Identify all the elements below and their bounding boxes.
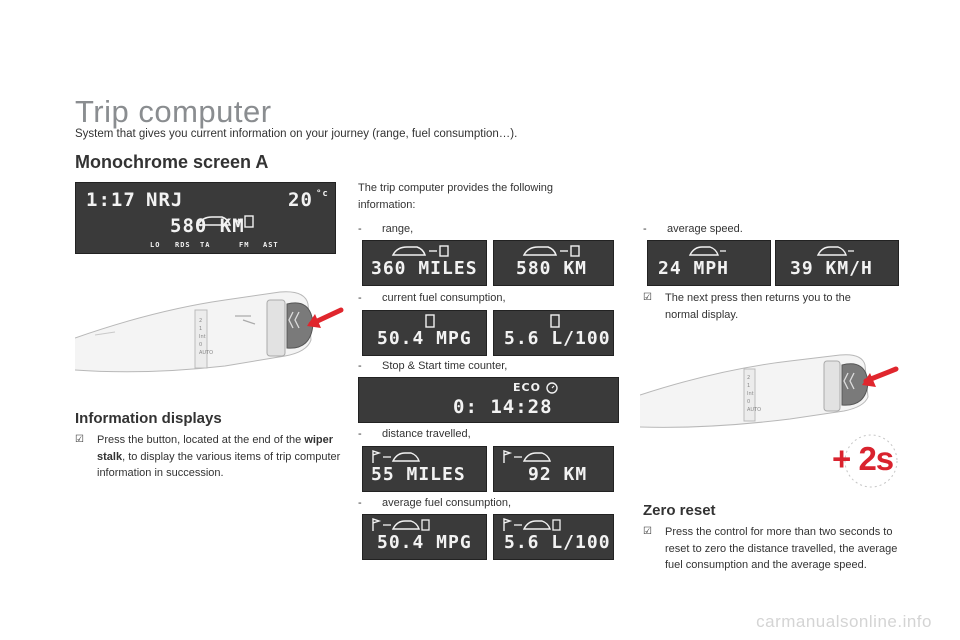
section-heading-monochrome: Monochrome screen A — [75, 152, 269, 172]
dash-marker: - — [358, 428, 362, 440]
info-displays-text-prefix: Press the button, located at the end of the — [97, 434, 305, 446]
section-heading-information-displays: Information displays — [75, 410, 222, 427]
distance-km-value: 92 KM — [528, 464, 588, 485]
svg-text:1: 1 — [199, 326, 203, 332]
item-distance-text: distance travelled, — [382, 428, 471, 440]
item-current-fuel-text: current fuel consumption, — [382, 292, 506, 304]
trip-intro: The trip computer provides the following information: — [358, 182, 554, 211]
range-screen-km — [493, 240, 614, 286]
watermark: carmanualsonline.info — [756, 612, 932, 631]
item-stop-start-label — [358, 360, 507, 372]
wiper-stalk-keyword: wiper stalk — [97, 434, 334, 463]
current-fuel-screen-l100 — [493, 310, 614, 356]
stop-start-screen — [358, 377, 619, 423]
zero-reset-text: Press the control for more than two seconds to reset to zero the distance travelled, the average fuel consumption and the average speed. — [665, 526, 898, 571]
item-average-fuel-text: average fuel consumption, — [382, 497, 512, 509]
car-range-icon — [522, 244, 582, 258]
item-range-label — [358, 223, 413, 235]
dash-marker: - — [358, 497, 362, 509]
page-title: Trip computer — [75, 94, 272, 129]
item-average-fuel-label — [358, 497, 511, 509]
section-heading-zero-reset: Zero reset — [643, 502, 716, 519]
average-fuel-screen-mpg — [362, 514, 487, 560]
distance-miles-value: 55 MILES — [371, 464, 466, 485]
svg-text:AUTO: AUTO — [199, 350, 214, 356]
svg-text:Int: Int — [199, 334, 206, 340]
zero-reset-bullet — [643, 524, 915, 574]
screen-a-range: 580 KM — [170, 215, 245, 237]
average-speed-mph-value: 24 MPH — [658, 258, 730, 279]
distance-screen-miles — [362, 446, 487, 492]
current-fuel-mpg-value: 50.4 MPG — [377, 328, 472, 349]
current-fuel-l100-value: 5.6 L/100 — [504, 328, 611, 349]
dash-marker: - — [358, 292, 362, 304]
svg-text:0: 0 — [747, 399, 751, 405]
item-distance-label — [358, 428, 471, 440]
distance-fuel-icon — [371, 518, 431, 532]
plus-two-seconds-badge: + 2s — [832, 440, 894, 477]
item-average-speed-text: average speed. — [667, 223, 743, 235]
wiper-stalk-illustration-right — [640, 345, 905, 440]
average-fuel-screen-l100 — [493, 514, 614, 560]
range-km-value: 580 KM — [516, 258, 588, 279]
info-displays-bullet — [75, 432, 359, 482]
screen-a-label-rds: RDS — [175, 241, 191, 249]
dash-marker: - — [643, 223, 647, 235]
info-displays-text-suffix: , to display the various items of trip computer information in succession. — [97, 450, 341, 479]
average-speed-screen-kmh — [775, 240, 899, 286]
screen-a-temp-unit: °c — [316, 189, 329, 199]
item-range-text: range, — [382, 223, 414, 235]
item-current-fuel-label — [358, 292, 506, 304]
average-speed-screen-mph — [647, 240, 771, 286]
stopwatch-icon — [545, 380, 559, 394]
svg-text:1: 1 — [747, 383, 751, 389]
fuel-pump-icon — [550, 314, 562, 328]
next-press-text: The next press then returns you to the normal display. — [665, 292, 851, 321]
checkbox-bullet-icon: ☑ — [75, 434, 84, 445]
average-fuel-l100-value: 5.6 L/100 — [504, 532, 611, 553]
page-subtitle: System that gives you current information on your journey (range, fuel consumption…). — [75, 128, 518, 140]
screen-a-label-fm: FM — [239, 241, 250, 249]
screen-a-temp: 20 — [288, 189, 313, 211]
svg-text:0: 0 — [199, 342, 203, 348]
item-average-speed-label — [643, 223, 743, 235]
car-speed-icon — [688, 244, 728, 258]
dash-marker: - — [358, 360, 362, 372]
screen-a-label-ast: AST — [263, 241, 279, 249]
distance-screen-km — [493, 446, 614, 492]
svg-text:Int: Int — [747, 391, 754, 397]
screen-a-time: 1:17 — [86, 189, 136, 211]
distance-flag-car-icon — [371, 450, 421, 464]
car-speed-icon — [816, 244, 856, 258]
car-range-icon — [391, 244, 451, 258]
screen-a-label-lo: LO — [150, 241, 161, 249]
stop-start-time-value: 0: 14:28 — [453, 396, 553, 418]
screen-a-display — [75, 182, 336, 254]
average-speed-kmh-value: 39 KM/H — [790, 258, 873, 279]
checkbox-bullet-icon: ☑ — [643, 526, 652, 537]
item-stop-start-text: Stop & Start time counter, — [382, 360, 508, 372]
screen-a-label-ta: TA — [200, 241, 211, 249]
distance-fuel-icon — [502, 518, 562, 532]
fuel-pump-icon — [425, 314, 437, 328]
screen-a-radio: NRJ — [146, 189, 184, 211]
eco-label: ECO — [513, 381, 541, 394]
svg-text:2: 2 — [199, 318, 203, 324]
wiper-stalk-illustration — [75, 280, 345, 390]
next-press-bullet — [643, 290, 885, 323]
dash-marker: - — [358, 223, 362, 235]
current-fuel-screen-mpg — [362, 310, 487, 356]
svg-text:AUTO: AUTO — [747, 407, 762, 413]
svg-text:2: 2 — [747, 375, 751, 381]
checkbox-bullet-icon: ☑ — [643, 292, 652, 303]
range-screen-miles — [362, 240, 487, 286]
range-miles-value: 360 MILES — [371, 258, 478, 279]
average-fuel-mpg-value: 50.4 MPG — [377, 532, 472, 553]
distance-flag-car-icon — [502, 450, 552, 464]
